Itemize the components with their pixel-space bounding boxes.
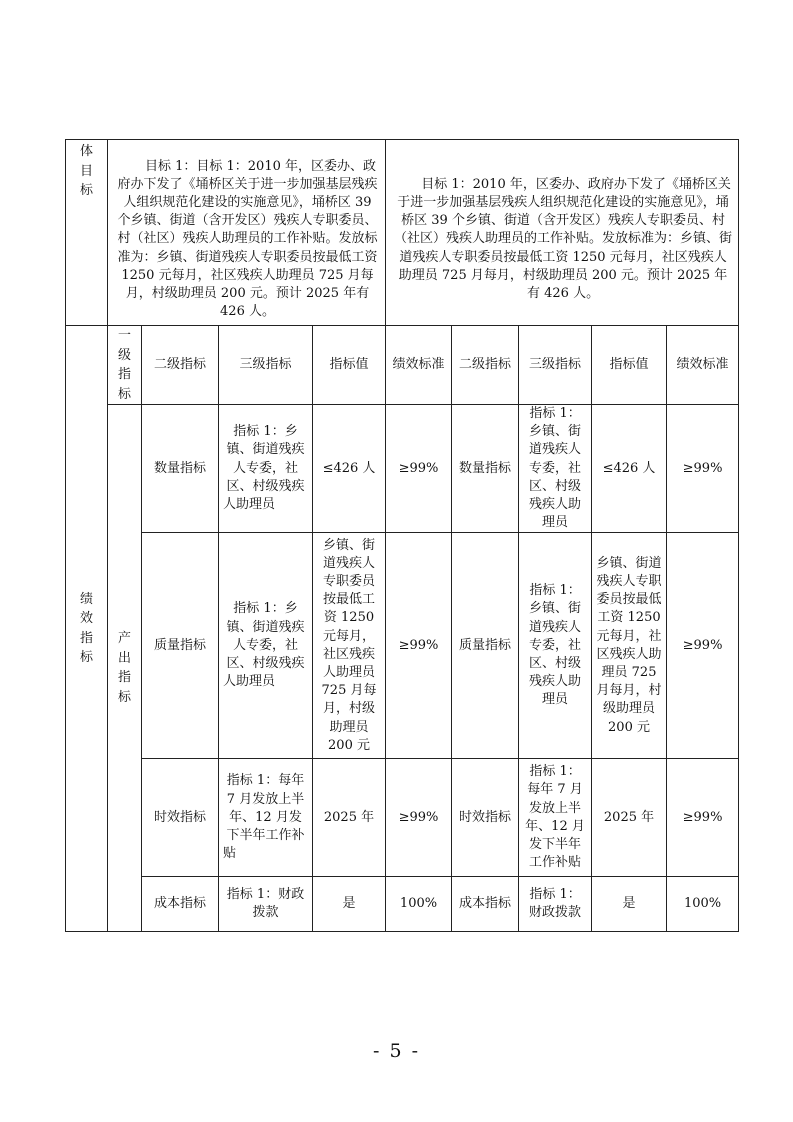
row-standard: ≥99% bbox=[386, 533, 452, 759]
header-value-right: 指标值 bbox=[592, 326, 667, 405]
row-value: 是 bbox=[313, 877, 386, 932]
row-value-right: 是 bbox=[592, 877, 667, 932]
table-row bbox=[66, 759, 739, 877]
row-value-right: 2025 年 bbox=[592, 759, 667, 877]
header-level3: 三级指标 bbox=[219, 326, 313, 405]
row-l2-right: 时效指标 bbox=[452, 759, 519, 877]
row-standard-right: ≥99% bbox=[667, 759, 739, 877]
row-l3-right: 指标 1：乡镇、街道残疾人专委，社区、村级残疾人助理员 bbox=[519, 405, 592, 533]
row-l3-right: 指标 1：财政拨款 bbox=[519, 877, 592, 932]
row-value-right: 乡镇、街道残疾人专职委员按最低工资 1250 元每月，社区残疾人助理员 725 月每月，村级助理员 200 元 bbox=[592, 533, 667, 759]
row-standard: ≥99% bbox=[386, 759, 452, 877]
header-standard: 绩效标准 bbox=[386, 326, 452, 405]
row-l2: 成本指标 bbox=[142, 877, 219, 932]
goal-row-label: 体目标 bbox=[66, 140, 108, 326]
header-level2-right: 二级指标 bbox=[452, 326, 519, 405]
row-standard: ≥99% bbox=[386, 405, 452, 533]
row-standard: 100% bbox=[386, 877, 452, 932]
header-standard-right: 绩效标准 bbox=[667, 326, 739, 405]
row-value: 2025 年 bbox=[313, 759, 386, 877]
table-row bbox=[66, 877, 739, 932]
row-standard-right: ≥99% bbox=[667, 533, 739, 759]
row-l2-right: 成本指标 bbox=[452, 877, 519, 932]
row-l3: 指标 1：乡镇、街道残疾人专委，社区、村级残疾人助理员 bbox=[219, 533, 313, 759]
table-row bbox=[66, 533, 739, 759]
level1-value: 产出指标 bbox=[108, 405, 142, 932]
goal-text-left: 目标 1：目标 1：2010 年，区委办、政府办下发了《埇桥区关于进一步加强基层残疾人组织规范化建设的实施意见》，埇桥区 39 个乡镇、街道（含开发区）残疾人专职委员、村（社区）残疾人助理员的工作补贴。发放标准为：乡镇、街道残疾人专职委员按最低工资 1250 元每月，社区残疾人助理员 725 月每月，村级助理员 200 元。预计 2025 年有 426 人。 bbox=[108, 140, 386, 326]
row-l2: 数量指标 bbox=[142, 405, 219, 533]
header-value: 指标值 bbox=[313, 326, 386, 405]
row-l2-right: 质量指标 bbox=[452, 533, 519, 759]
row-l3: 指标 1：财政拨款 bbox=[219, 877, 313, 932]
perf-label: 绩效指标 bbox=[66, 326, 108, 932]
level1-header: 一级指标 bbox=[108, 326, 142, 405]
table-row bbox=[66, 405, 739, 533]
row-standard-right: ≥99% bbox=[667, 405, 739, 533]
row-standard-right: 100% bbox=[667, 877, 739, 932]
row-value: ≤426 人 bbox=[313, 405, 386, 533]
header-level2: 二级指标 bbox=[142, 326, 219, 405]
row-l3: 指标 1：每年 7 月发放上半年、12 月发下半年工作补贴 bbox=[219, 759, 313, 877]
row-l2: 质量指标 bbox=[142, 533, 219, 759]
row-value-right: ≤426 人 bbox=[592, 405, 667, 533]
row-l2: 时效指标 bbox=[142, 759, 219, 877]
goal-row bbox=[66, 140, 739, 326]
page-number: - 5 - bbox=[372, 1040, 420, 1062]
row-l3: 指标 1：乡镇、街道残疾人专委，社区、村级残疾人助理员 bbox=[219, 405, 313, 533]
row-l3-right: 指标 1：乡镇、街道残疾人专委，社区、村级残疾人助理员 bbox=[519, 533, 592, 759]
goal-text-right: 目标 1：2010 年，区委办、政府办下发了《埇桥区关于进一步加强基层残疾人组织规范化建设的实施意见》，埇桥区 39 个乡镇、街道（含开发区）残疾人专职委员、村（社区）残疾人助理员的工作补贴。发放标准为：乡镇、街道残疾人专职委员按最低工资 1250 元每月，社区残疾人助理员 725 月每月，村级助理员 200 元。预计 2025 年有 426 人。 bbox=[386, 140, 739, 326]
header-level3-right: 三级指标 bbox=[519, 326, 592, 405]
row-l2-right: 数量指标 bbox=[452, 405, 519, 533]
perf-header-row bbox=[66, 326, 739, 405]
row-l3-right: 指标 1：每年 7 月发放上半年、12 月发下半年工作补贴 bbox=[519, 759, 592, 877]
row-value: 乡镇、街道残疾人专职委员按最低工资 1250 元每月，社区残疾人助理员 725 月每月，村级助理员 200 元 bbox=[313, 533, 386, 759]
performance-goal-table bbox=[65, 139, 739, 932]
